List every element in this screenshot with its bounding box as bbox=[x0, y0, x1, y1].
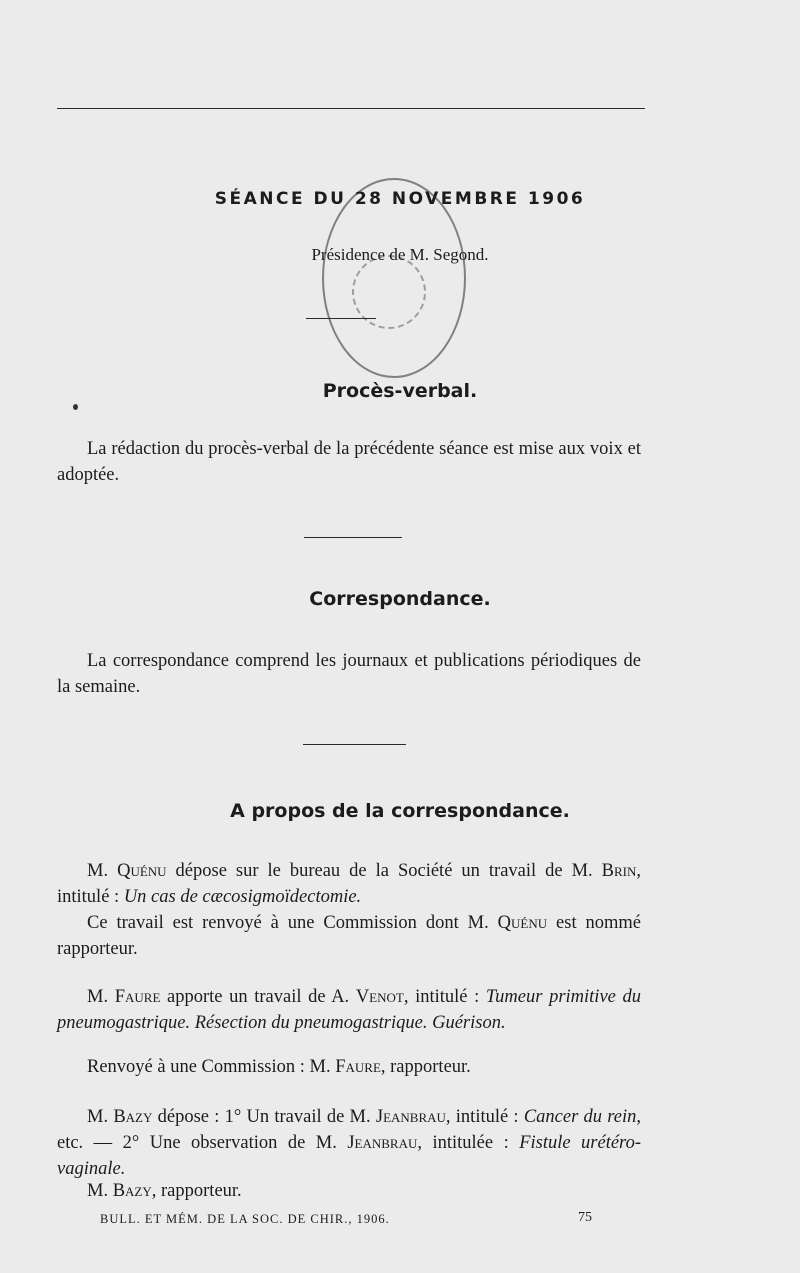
faure-paragraph: M. Faure apporte un travail de A. Venot, intitulé : Tumeur primitive du pneumogastrique. Résection du pneumogastrique. Guérison. bbox=[57, 987, 641, 1033]
separator-rule bbox=[304, 537, 402, 538]
quenu-paragraph: M. Quénu dépose sur le bureau de la Société un travail de M. Brin, intitulé : Un cas de cæcosigmoïdectomie. bbox=[57, 861, 642, 907]
proces-verbal-heading: Procès-verbal. bbox=[322, 380, 478, 402]
bazy-rapporteur: M. Bazy, rapporteur. bbox=[87, 1181, 242, 1201]
apropos-heading: A propos de la correspondance. bbox=[230, 800, 570, 822]
top-rule bbox=[57, 108, 645, 109]
ink-dot bbox=[73, 404, 78, 410]
faure-rapporteur: Renvoyé à une Commission : M. Faure, rapporteur. bbox=[87, 1057, 471, 1077]
page-number: 75 bbox=[578, 1210, 592, 1225]
commission-paragraph: Ce travail est renvoyé à une Commission dont M. Quénu est nommé rapporteur. bbox=[57, 913, 642, 959]
bazy-paragraph: M. Bazy dépose : 1° Un travail de M. Jeanbrau, intitulé : Cancer du rein, etc. — 2° Une observation de M. Jeanbrau, intitulée : Fistule urétéro-vaginale. bbox=[57, 1107, 642, 1179]
separator-rule bbox=[303, 744, 406, 745]
proces-verbal-text: La rédaction du procès-verbal de la précédente séance est mise aux voix et adoptée. bbox=[57, 439, 641, 485]
separator-rule bbox=[306, 318, 376, 319]
correspondance-text: La correspondance comprend les journaux et publications périodiques de la semaine. bbox=[57, 651, 641, 697]
session-title: SÉANCE DU 28 NOVEMBRE 1906 bbox=[214, 189, 586, 209]
presidency-line: Présidence de M. Segond. bbox=[311, 245, 489, 264]
journal-footer: BULL. ET MÉM. DE LA SOC. DE CHIR., 1906. bbox=[100, 1212, 390, 1226]
correspondance-heading: Correspondance. bbox=[309, 588, 491, 610]
